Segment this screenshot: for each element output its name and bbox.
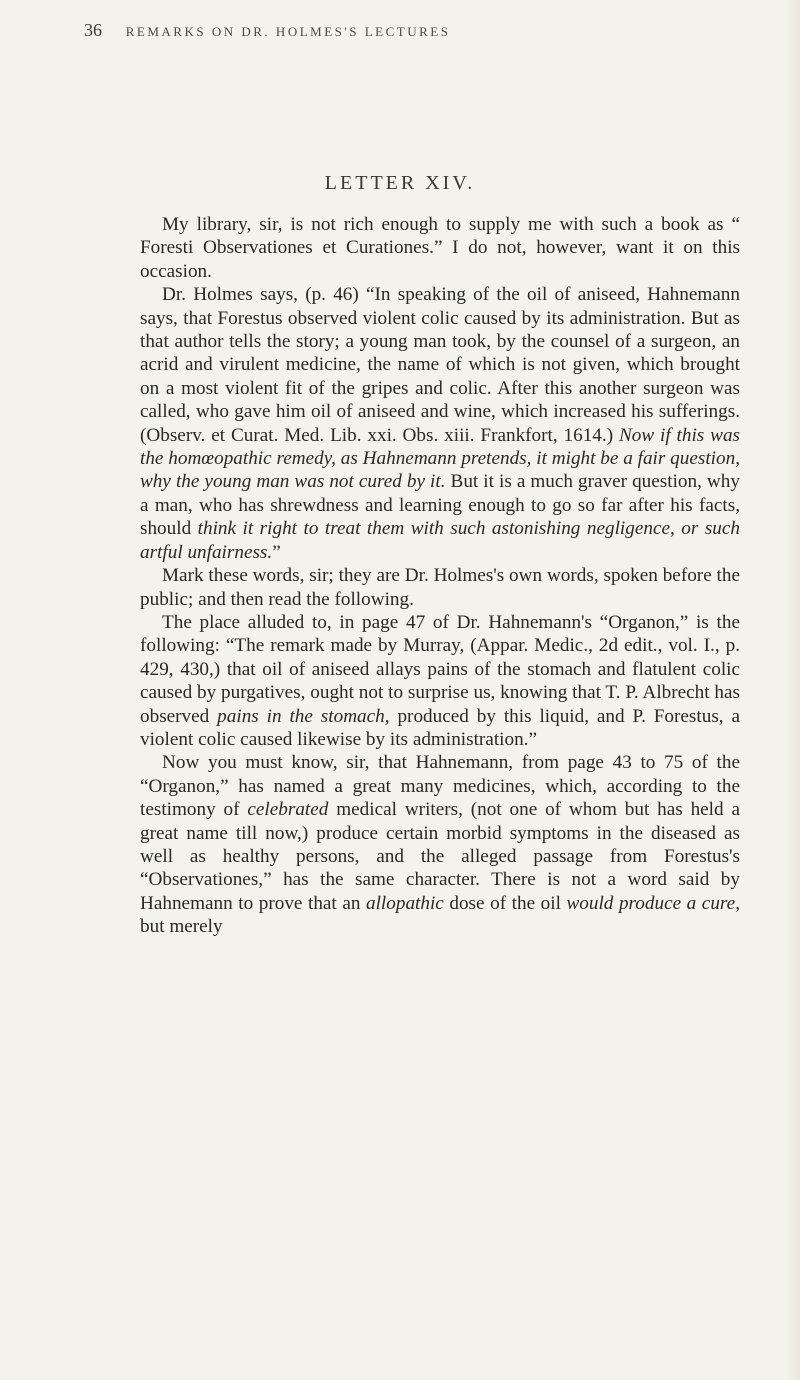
text-run: ” <box>272 541 281 563</box>
text-run: My library, sir, is not rich enough to supply me with such a book as “ Foresti Observationes et Curationes.” I do not, however, want it on this occasion. <box>140 214 740 282</box>
italic-text: celebrated <box>247 799 329 821</box>
letter-body <box>140 213 740 939</box>
text-run: dose of the oil <box>443 892 567 914</box>
text-run: but merely <box>140 916 223 938</box>
italic-text: allopathic <box>366 892 444 914</box>
page-edge-shadow <box>786 0 800 1380</box>
text-run: But it is a much graver question, why a man, who has shrewdness and learning enough to go so far after his facts, should <box>140 471 740 540</box>
paragraph-p1 <box>140 213 740 283</box>
italic-text: would produce a cure, <box>566 892 740 914</box>
page-number: 36 <box>84 20 102 40</box>
paragraph-p4 <box>140 611 740 751</box>
italic-text: pains in the stomach, <box>217 705 390 727</box>
paragraph-p5 <box>140 751 740 938</box>
running-head <box>84 20 740 41</box>
paragraph-p2 <box>140 283 740 564</box>
text-run: Mark these words, sir; they are Dr. Holmes's own words, spoken before the public; and then read the following. <box>140 565 740 610</box>
italic-text: think it right to treat them with such astonishing negligence, or such artful unfairness. <box>140 518 740 563</box>
text-run: medical writers, (not one of whom but has held a great name till now,) produce certain morbid symptoms in the diseased as well as healthy persons, and the alleged passage from Forestus's “Observationes,” has the same character. There is not a word said by Hahnemann to prove that an <box>140 799 740 914</box>
letter-heading: LETTER XIV. <box>324 172 476 194</box>
paragraph-p3 <box>140 564 740 611</box>
text-run: Dr. Holmes says, (p. 46) “In speaking of the oil of aniseed, Hahnemann says, that Forestus observed violent colic caused by its administration. But as that author tells the story; a young man took, by the counsel of a surgeon, an acrid and virulent medicine, the name of which is not given, which brought on a most violent fit of the gripes and colic. After this another surgeon was called, who gave him oil of aniseed and wine, which increased his sufferings. (Observ. et Curat. Med. Lib. xxi. Obs. xiii. Frankfort, 1614.) <box>140 284 740 446</box>
text-run: produced by this liquid, and P. Forestus, a violent colic caused likewise by its administration.” <box>140 705 740 750</box>
italic-text: Now if this was the homœopathic remedy, as Hahnemann pretends, it might be a fair question, why the young man was not cured by it. <box>140 424 741 493</box>
text-run: The place alluded to, in page 47 of Dr. Hahnemann's “Organon,” is the following: “The remark made by Murray, (Appar. Medic., 2d edit., vol. I., p. 429, 430,) that oil of aniseed allays pains of the stomach and flatulent colic caused by purgatives, ought not to surprise us, knowing that T. P. Albrecht has observed <box>140 611 740 727</box>
text-run: Now you must know, sir, that Hahnemann, from page 43 to 75 of the “Organon,” has named a great many medicines, which, according to the testimony of <box>140 752 740 821</box>
running-title: REMARKS ON DR. HOLMES'S LECTURES <box>125 24 451 39</box>
